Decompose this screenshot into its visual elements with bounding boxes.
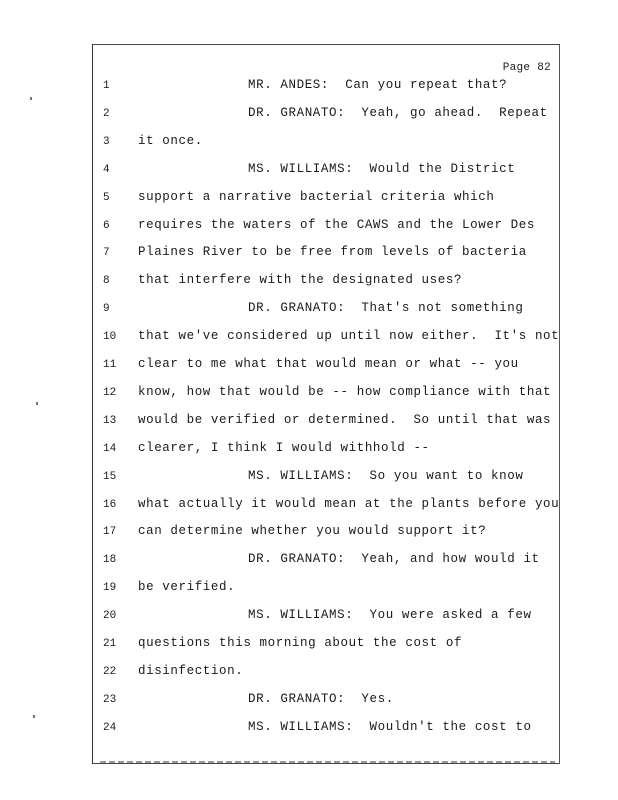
line-number: 10 [103, 331, 117, 344]
transcript-line [93, 106, 559, 126]
line-text: DR. GRANATO: Yeah, and how would it [248, 552, 540, 567]
line-text: MR. ANDES: Can you repeat that? [248, 78, 508, 92]
transcript-line [93, 190, 559, 210]
line-text: DR. GRANATO: That's not something [248, 301, 524, 316]
line-number: 3 [103, 135, 110, 148]
line-number: 20 [103, 610, 117, 623]
line-number: 16 [103, 498, 117, 511]
scan-speck [33, 715, 35, 718]
line-number: 8 [103, 275, 110, 288]
line-text: can determine whether you would support it? [138, 524, 487, 539]
line-text: MS. WILLIAMS: Wouldn't the cost to [248, 719, 532, 734]
transcript-line [93, 469, 559, 489]
line-number: 11 [103, 359, 117, 371]
scan-speck [36, 402, 38, 405]
transcript-line [93, 273, 559, 293]
transcript-line [93, 552, 559, 572]
line-text: MS. WILLIAMS: Would the District [248, 161, 516, 176]
line-text: that interfere with the designated uses? [138, 273, 463, 288]
line-number: 4 [103, 163, 110, 176]
line-text: would be verified or determined. So until that was [138, 412, 552, 427]
line-number: 23 [103, 693, 117, 706]
line-number: 1 [103, 80, 110, 92]
transcript-line [93, 301, 559, 321]
line-text: requires the waters of the CAWS and the Lower Des [138, 217, 535, 232]
line-number: 7 [103, 247, 110, 260]
line-text: questions this morning about the cost of [138, 636, 463, 650]
transcript-page [92, 44, 560, 764]
line-number: 22 [103, 665, 117, 678]
transcript-line [93, 441, 559, 461]
line-number: 6 [103, 219, 110, 232]
transcript-line [93, 636, 559, 656]
line-number: 13 [103, 414, 117, 427]
transcript-line [93, 134, 559, 154]
line-text: Plaines River to be free from levels of bacteria [138, 245, 527, 260]
line-text: disinfection. [138, 663, 244, 678]
line-text: DR. GRANATO: Yes. [248, 691, 394, 706]
line-text: DR. GRANATO: Yeah, go ahead. Repeat [248, 105, 548, 120]
transcript-line [93, 497, 559, 517]
transcript-line [93, 664, 559, 684]
transcript-line [93, 692, 559, 712]
transcript-line [93, 329, 559, 349]
line-number: 21 [103, 638, 117, 650]
transcript-line [93, 524, 559, 544]
line-text: know, how that would be -- how compliance with that [138, 384, 552, 399]
transcript-line [93, 78, 559, 98]
transcript-line [93, 720, 559, 740]
line-number: 18 [103, 554, 117, 567]
line-text: what actually it would mean at the plants before you [138, 496, 560, 511]
line-text: clear to me what that would mean or what -- you [138, 357, 519, 371]
line-text: it once. [138, 133, 203, 148]
transcript-line [93, 162, 559, 182]
transcript-line [93, 608, 559, 628]
line-text: support a narrative bacterial criteria which [138, 189, 495, 204]
line-number: 19 [103, 582, 117, 595]
line-number: 17 [103, 526, 117, 539]
transcript-line [93, 385, 559, 405]
transcript-line [93, 580, 559, 600]
transcript-line [93, 413, 559, 433]
line-number: 2 [103, 107, 110, 120]
line-text: that we've considered up until now either. It's not [138, 329, 560, 344]
line-number: 5 [103, 191, 110, 204]
transcript-line [93, 218, 559, 238]
line-text: MS. WILLIAMS: You were asked a few [248, 608, 532, 623]
line-number: 15 [103, 470, 117, 483]
scan-speck [30, 97, 32, 100]
line-number: 14 [103, 442, 117, 455]
line-text: be verified. [138, 580, 236, 595]
line-number: 12 [103, 386, 117, 399]
scan-bottom-rule [100, 761, 555, 763]
page-number: Page 82 [502, 62, 551, 74]
transcript-line [93, 245, 559, 265]
line-text: clearer, I think I would withhold -- [138, 440, 430, 455]
line-number: 24 [103, 721, 117, 734]
line-text: MS. WILLIAMS: So you want to know [248, 468, 524, 483]
line-number: 9 [103, 303, 110, 316]
transcript-line [93, 357, 559, 377]
